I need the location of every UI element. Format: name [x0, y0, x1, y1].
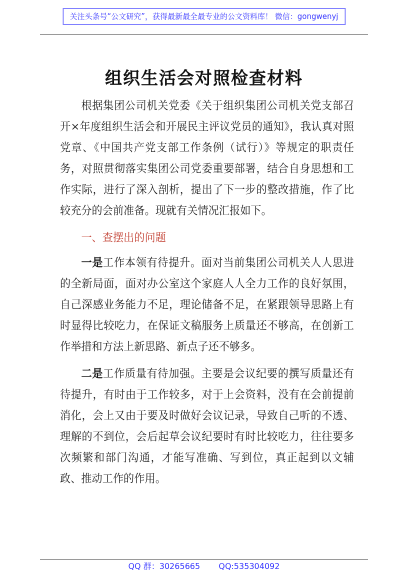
top-banner: 关注头条号“公文研究”，获得最新最全最专业的公文资料库！ 微信：gongwenyj — [63, 8, 346, 25]
item-lead-1: 一是 — [81, 257, 104, 269]
section-heading: 一、查摆出的问题 — [81, 232, 166, 244]
footer-rule — [40, 559, 368, 560]
header-rule — [40, 34, 368, 35]
footer-qq-group: QQ 群：30265665 — [128, 562, 201, 571]
document-body — [60, 96, 354, 496]
footer-qq: QQ:535304092 — [218, 562, 280, 571]
item-paragraph-1 — [60, 253, 354, 358]
item-lead-2: 二是 — [81, 368, 104, 380]
footer — [0, 561, 408, 572]
item-text-2: 工作质量有待加强。主要是会议纪要的撰写质量还有待提升，有时由于工作较多，对于上会资料，没有在会前提前消化，会上又由于要及时做好会议记录，导致自己听的不透、理解的不到位，会后起草会议纪要时有时比较吃力，往往要多次频繁和部门沟通，才能写准确、写到位，真正起到以文辅政、推动工作的作用。 — [60, 368, 355, 485]
item-text-1: 工作本领有待提升。面对当前集团公司机关人人思进的全新局面，面对办公室这个家庭人人全力工作的良好氛围，自己深感业务能力不足，理论储备不足，在紧跟领导思路上有时显得比较吃力，在保证文稿服务上质量还不够高，在创新工作举措和方法上新思路、新点子还不够多。 — [60, 257, 355, 353]
document-title: 组织生活会对照检查材料 — [105, 69, 303, 89]
item-paragraph-2 — [60, 364, 354, 490]
intro-paragraph: 根据集团公司机关党委《关于组织集团公司机关党支部召开×年度组织生活会和开展民主评议党员的通知》，我认真对照党章、《中国共产党支部工作条例（试行）》等规定的职责任务，对照贯彻落实集团公司党委重要部署，结合自身思想和工作实际，进行了深入剖析，提出了下一步的整改措施，作了比较充分的会前准备。现就有关情况汇报如下。 — [60, 100, 354, 217]
